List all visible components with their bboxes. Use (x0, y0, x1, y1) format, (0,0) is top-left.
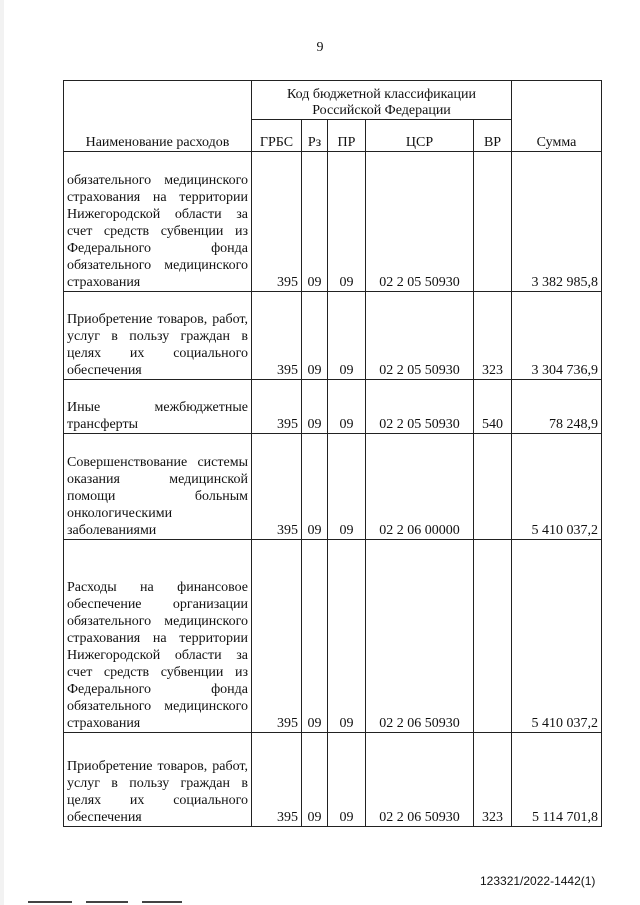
row-vr (474, 434, 512, 540)
row-sum: 5 114 701,8 (512, 733, 602, 827)
header-csr: ЦСР (366, 119, 474, 151)
row-grbs: 395 (252, 152, 302, 292)
row-pr: 09 (328, 380, 366, 434)
row-vr (474, 540, 512, 733)
row-sum: 78 248,9 (512, 380, 602, 434)
row-rz: 09 (302, 434, 328, 540)
header-grbs: ГРБС (252, 119, 302, 151)
row-sum: 5 410 037,2 (512, 434, 602, 540)
row-pr: 09 (328, 152, 366, 292)
row-csr: 02 2 05 50930 (366, 152, 474, 292)
scan-edge (0, 0, 4, 905)
row-name: обязательного медицинского страхования на территории Нижегородской области за счет средств субвенции из Федерального фонда обязательного медицинского страхования (64, 152, 252, 292)
row-vr: 323 (474, 292, 512, 380)
header-pr: ПР (328, 119, 366, 151)
row-name: Приобретение товаров, работ, услуг в пользу граждан в целях их социального обеспечения (64, 733, 252, 827)
row-name: Совершенствование системы оказания медицинской помощи больным онкологическими заболеваниями (64, 434, 252, 540)
row-grbs: 395 (252, 434, 302, 540)
header-name: Наименование расходов (64, 81, 252, 152)
header-code-group: Код бюджетной классификации Российской Федерации (252, 81, 512, 120)
row-grbs: 395 (252, 380, 302, 434)
row-name: Приобретение товаров, работ, услуг в пользу граждан в целях их социального обеспечения (64, 292, 252, 380)
row-name: Расходы на финансовое обеспечение организации обязательного медицинского страхования на территории Нижегородской области за счет средств субвенции из Федерального фонда обязательного медицинского страхования (64, 540, 252, 733)
row-rz: 09 (302, 733, 328, 827)
row-grbs: 395 (252, 292, 302, 380)
scan-mark (86, 901, 128, 903)
table-row (64, 434, 602, 540)
row-csr: 02 2 05 50930 (366, 380, 474, 434)
row-csr: 02 2 06 50930 (366, 540, 474, 733)
header-rz: Рз (302, 119, 328, 151)
row-sum: 3 382 985,8 (512, 152, 602, 292)
row-sum: 5 410 037,2 (512, 540, 602, 733)
row-rz: 09 (302, 152, 328, 292)
page-number: 9 (316, 40, 324, 55)
header-vr: ВР (474, 119, 512, 151)
row-pr: 09 (328, 733, 366, 827)
document-reference-code: 123321/2022-1442(1) (480, 874, 596, 888)
row-csr: 02 2 06 50930 (366, 733, 474, 827)
scan-mark (28, 901, 72, 903)
row-pr: 09 (328, 434, 366, 540)
table-row (64, 292, 602, 380)
row-csr: 02 2 06 00000 (366, 434, 474, 540)
row-vr: 323 (474, 733, 512, 827)
row-vr (474, 152, 512, 292)
row-rz: 09 (302, 380, 328, 434)
budget-table (63, 80, 602, 827)
row-name: Иные межбюджетные трансферты (64, 380, 252, 434)
table-row (64, 733, 602, 827)
row-pr: 09 (328, 292, 366, 380)
header-sum: Сумма (512, 81, 602, 152)
scan-mark (142, 901, 182, 903)
row-sum: 3 304 736,9 (512, 292, 602, 380)
row-grbs: 395 (252, 540, 302, 733)
table-row (64, 152, 602, 292)
row-csr: 02 2 05 50930 (366, 292, 474, 380)
row-rz: 09 (302, 292, 328, 380)
row-pr: 09 (328, 540, 366, 733)
row-grbs: 395 (252, 733, 302, 827)
table-row (64, 540, 602, 733)
row-vr: 540 (474, 380, 512, 434)
table-row (64, 380, 602, 434)
row-rz: 09 (302, 540, 328, 733)
